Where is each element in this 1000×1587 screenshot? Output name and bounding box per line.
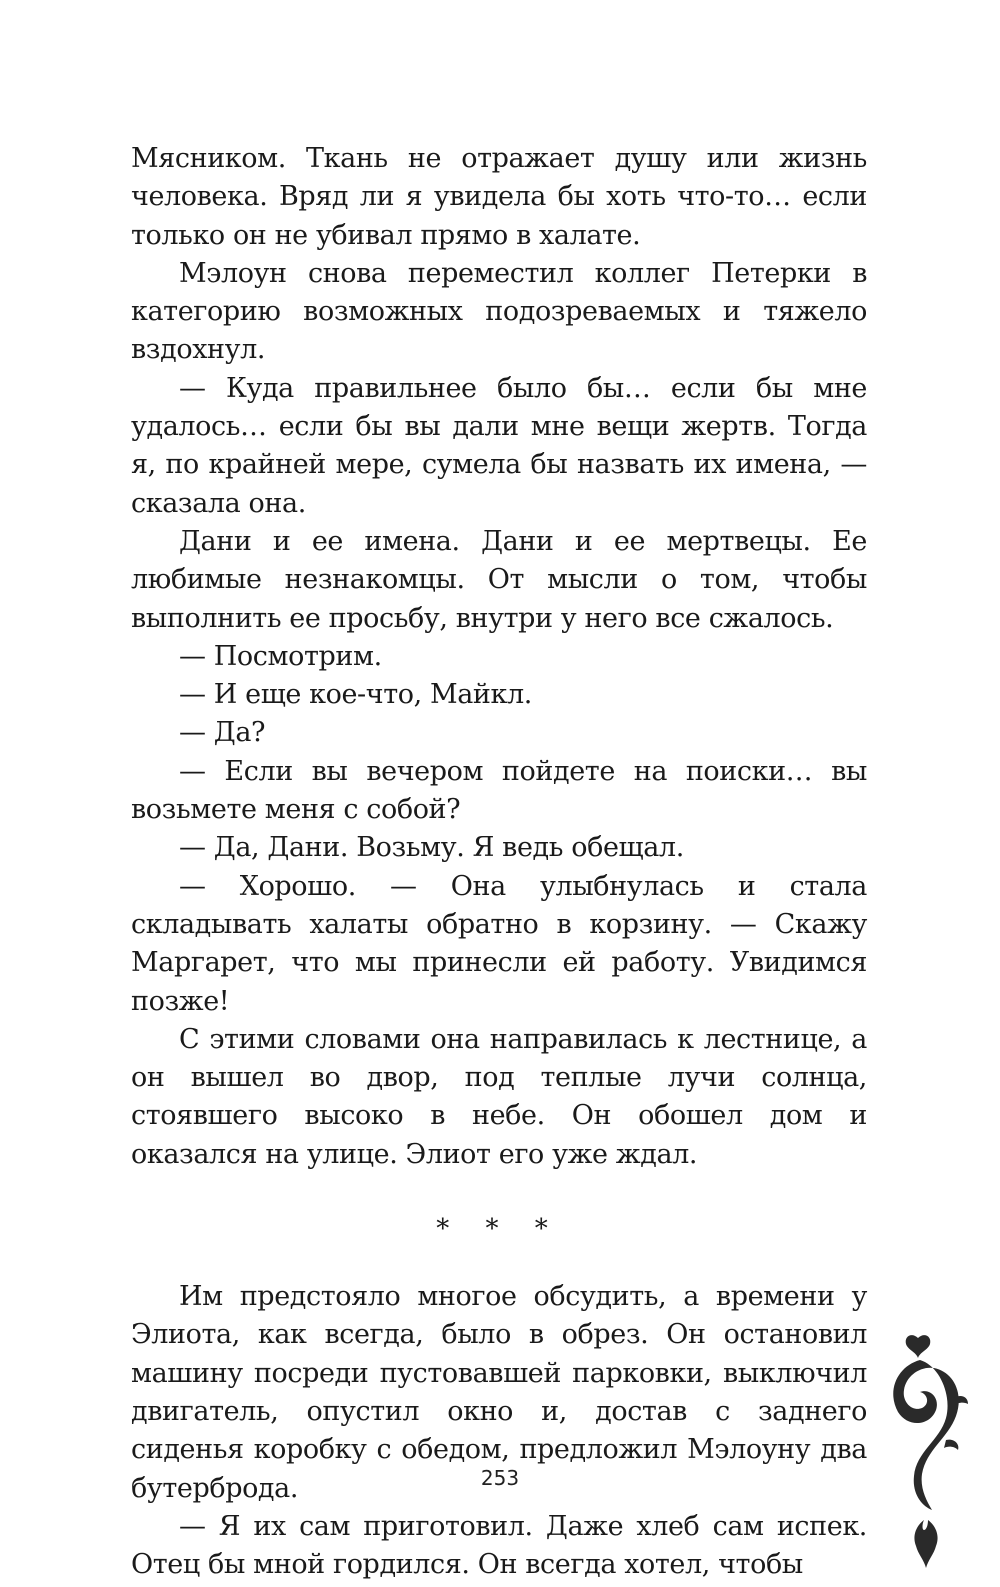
paragraph: — Посмотрим.	[179, 640, 382, 672]
page-number: 253	[480, 1466, 520, 1490]
paragraph: Им предстояло многое обсудить, а времени у Элиота, как всегда, было в обрез. Он остановил машину посреди пустовавшей парковки, выключил двигатель, опустил окно и, достав с заднего сиденья коробку с обедом, предложил Мэлоуну два бутерброда.	[131, 1281, 867, 1504]
paragraph: Мэлоун снова переместил коллег Петерки в категорию возможных подозреваемых и тяжело вздохнул.	[131, 257, 867, 366]
paragraph: — Куда правильнее было бы… если бы мне удалось… если бы вы дали мне вещи жертв. Тогда я, по крайней мере, сумела бы назвать их имена, — сказала она.	[131, 372, 867, 519]
paragraph: С этими словами она направилась к лестнице, а он вышел во двор, под теплые лучи солнца, стоявшего высоко в небе. Он обошел дом и оказался на улице. Элиот его уже ждал.	[131, 1023, 867, 1170]
paragraph: Мясником. Ткань не отражает душу или жизнь человека. Вряд ли я увидела бы хоть что-то… если только он не убивал прямо в халате.	[131, 143, 867, 251]
section-separator: * * *	[436, 1214, 562, 1245]
paragraph: — И еще кое-что, Майкл.	[179, 679, 532, 711]
paragraph: — Если вы вечером пойдете на поиски… вы возьмете меня с собой?	[131, 755, 867, 826]
paragraph: — Я их сам приготовил. Даже хлеб сам испек. Отец бы мной гордился. Он всегда хотел, чтобы	[131, 1510, 867, 1581]
paragraph: — Хорошо. — Она улыбнулась и стала складывать халаты обратно в корзину. — Скажу Маргарет, что мы принесли ей работу. Увидимся позже!	[131, 870, 867, 1017]
paragraph: — Да, Дани. Возьму. Я ведь обещал.	[179, 832, 684, 864]
flourish-ornament-icon	[880, 1320, 970, 1570]
page-text	[131, 140, 867, 1584]
paragraph: — Да?	[179, 717, 266, 749]
paragraph: Дани и ее имена. Дани и ее мертвецы. Ее любимые незнакомцы. От мысли о том, чтобы выполнить ее просьбу, внутри у него все сжалось.	[131, 525, 867, 634]
